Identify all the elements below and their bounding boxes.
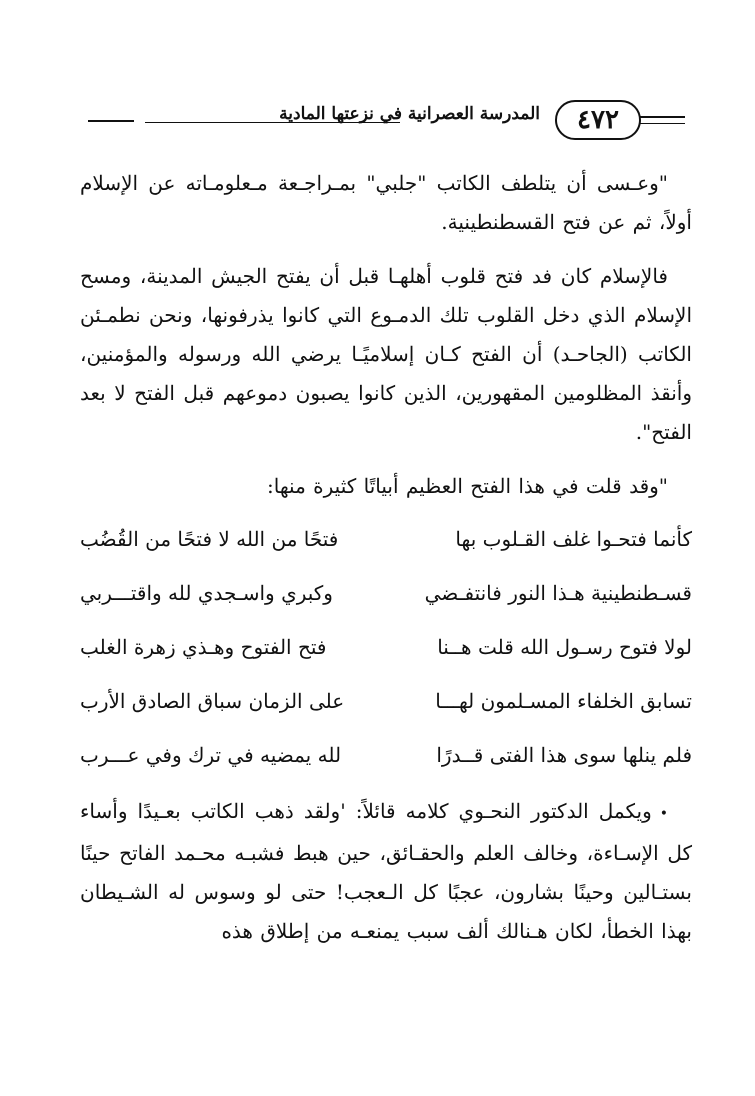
verse-line (80, 674, 692, 728)
page-number-badge: ٤٧٢ (555, 100, 641, 140)
verse-first-half: كأنما فتحـوا غلف القـلوب بها (455, 527, 692, 551)
verse-first-half: لولا فتوح رسـول الله قلت هــنا (437, 635, 692, 659)
verse-second-half: على الزمان سباق الصادق الأرب (80, 689, 345, 713)
verse-first-half: تسابق الخلفاء المسـلمون لهـــا (435, 689, 692, 713)
page-body (80, 164, 692, 966)
page-header (0, 98, 755, 146)
verse-line (80, 620, 692, 674)
verse-second-half: لله يمضيه في ترك وفي عـــرب (80, 743, 342, 767)
verse-first-half: قسـطنطينية هـذا النور فانتفـضي (424, 581, 692, 605)
verse-second-half: وكبري واسـجدي لله واقتـــربي (80, 581, 333, 605)
closing-text: ويكمل الدكتور النحـوي كلامه قائلاً: 'ولقد ذهب الكاتب بعـيدًا وأساء كل الإسـاءة، وخالف العلم والحقـائق، حين هبط فشبـه محـمد الفاتح حينًا بستـالين وحينًا بشارون، عجبًا كل الـعجب! حتى لو وسوس له الشـيطان بهذا الخطأ، لكان هـنالك ألف سبب يمنعـه من إطلاق هذه (80, 799, 692, 943)
closing-paragraph (80, 792, 692, 951)
verse-first-half: فلم ينلها سوى هذا الفتى قــدرًا (436, 743, 692, 767)
verse-second-half: فتحًا من الله لا فتحًا من القُضُب (80, 527, 339, 551)
paragraph: فالإسلام كان فد فتح قلوب أهلهـا قبل أن يفتح الجيش المدينة، ومسح الإسلام الذي دخل القلوب تلك الدمـوع التي كانوا يذرفونها، ونحن نطمـئن الكاتب (الجاحـد) أن الفتح كـان إسلاميًـا يرضي الله ورسوله والمؤمنين، وأنقذ المظلومين المقهورين، الذين كانوا يصبون دموعهم قبل الفتح لا بعد الفتح". (80, 264, 693, 444)
verse-line (80, 512, 692, 566)
header-dash (88, 120, 134, 122)
paragraph: "وعـسى أن يتلطف الكاتب "جلبي" بمـراجـعة مـعلومـاته عن الإسلام أولاً، ثم عن فتح القسطنطينية. (80, 171, 692, 234)
verse-line (80, 728, 692, 782)
verse-second-half: فتح الفتوح وهـذي زهرة الغلب (80, 635, 327, 659)
paragraph: "وقد قلت في هذا الفتح العظيم أبياتًا كثيرة منها: (266, 474, 668, 498)
verse-line (80, 566, 692, 620)
poem (80, 512, 692, 782)
running-title: المدرسة العصرانية في نزعتها المادية (279, 104, 540, 124)
